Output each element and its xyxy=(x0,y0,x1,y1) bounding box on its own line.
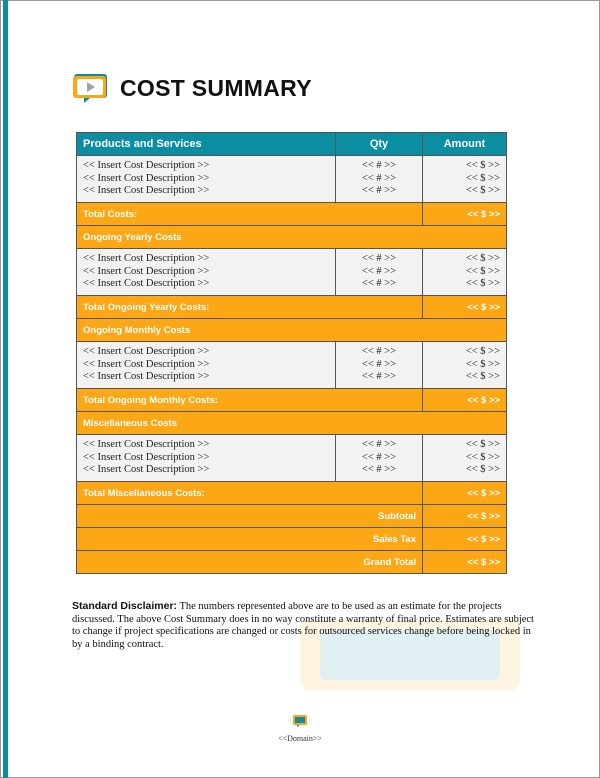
total-label: Total Costs: xyxy=(77,203,423,226)
total-amount: << $ >> xyxy=(423,389,507,412)
disclaimer-paragraph xyxy=(72,600,534,651)
footer-logo-icon xyxy=(293,714,307,726)
item-quantities: << # >> << # >> << # >> xyxy=(336,156,423,203)
table-header-row xyxy=(77,133,507,156)
total-row xyxy=(77,203,507,226)
section-heading-row xyxy=(77,226,507,249)
item-amounts: << $ >> << $ >> << $ >> xyxy=(423,249,507,296)
subtotal-amount: << $ >> xyxy=(423,505,507,528)
total-row xyxy=(77,296,507,319)
subtotal-label: Subtotal xyxy=(77,505,423,528)
total-amount: << $ >> xyxy=(423,203,507,226)
item-quantities: << # >> << # >> << # >> xyxy=(336,249,423,296)
item-descriptions: << Insert Cost Description >> << Insert Cost Description >> << Insert Cost Description >> xyxy=(77,342,336,389)
sales-tax-amount: << $ >> xyxy=(423,528,507,551)
item-descriptions: << Insert Cost Description >> << Insert Cost Description >> << Insert Cost Description >> xyxy=(77,156,336,203)
header-qty: Qty xyxy=(336,133,423,156)
sales-tax-label: Sales Tax xyxy=(77,528,423,551)
total-amount: << $ >> xyxy=(423,296,507,319)
footer-domain: <<Domain>> xyxy=(278,734,322,743)
section-heading-row xyxy=(77,412,507,435)
sales-tax-row xyxy=(77,528,507,551)
item-descriptions: << Insert Cost Description >> << Insert Cost Description >> << Insert Cost Description >> xyxy=(77,249,336,296)
total-label: Total Ongoing Yearly Costs: xyxy=(77,296,423,319)
left-accent-stripe xyxy=(3,0,8,778)
item-descriptions: << Insert Cost Description >> << Insert Cost Description >> << Insert Cost Description >> xyxy=(77,435,336,482)
total-amount: << $ >> xyxy=(423,482,507,505)
header-products: Products and Services xyxy=(77,133,336,156)
items-row-monthly xyxy=(77,342,507,389)
page-footer xyxy=(0,714,600,743)
section-heading-row xyxy=(77,319,507,342)
grand-total-amount: << $ >> xyxy=(423,551,507,574)
section-heading: Ongoing Monthly Costs xyxy=(77,319,507,342)
item-quantities: << # >> << # >> << # >> xyxy=(336,342,423,389)
items-row-misc xyxy=(77,435,507,482)
page-header xyxy=(72,72,312,104)
disclaimer-text: The numbers represented above are to be used as an estimate for the projects discussed. The above Cost Summary does in no way constitute a warranty of final price. Estimates are subject to change if project specifications are changed or costs for outsourced services change before being locked in by a binding contract. xyxy=(72,601,534,650)
item-quantities: << # >> << # >> << # >> xyxy=(336,435,423,482)
item-amounts: << $ >> << $ >> << $ >> xyxy=(423,156,507,203)
section-heading: Miscellaneous Costs xyxy=(77,412,507,435)
page-title: COST SUMMARY xyxy=(120,74,312,101)
subtotal-row xyxy=(77,505,507,528)
header-amount: Amount xyxy=(423,133,507,156)
total-row xyxy=(77,389,507,412)
item-amounts: << $ >> << $ >> << $ >> xyxy=(423,342,507,389)
total-label: Total Miscellaneous Costs: xyxy=(77,482,423,505)
video-chat-logo-icon xyxy=(72,72,110,104)
total-label: Total Ongoing Monthly Costs: xyxy=(77,389,423,412)
section-heading: Ongoing Yearly Costs xyxy=(77,226,507,249)
items-row-costs xyxy=(77,156,507,203)
grand-total-row xyxy=(77,551,507,574)
items-row-yearly xyxy=(77,249,507,296)
disclaimer-label: Standard Disclaimer: xyxy=(72,600,178,612)
total-row xyxy=(77,482,507,505)
item-amounts: << $ >> << $ >> << $ >> xyxy=(423,435,507,482)
grand-total-label: Grand Total xyxy=(77,551,423,574)
cost-summary-table xyxy=(76,132,507,574)
